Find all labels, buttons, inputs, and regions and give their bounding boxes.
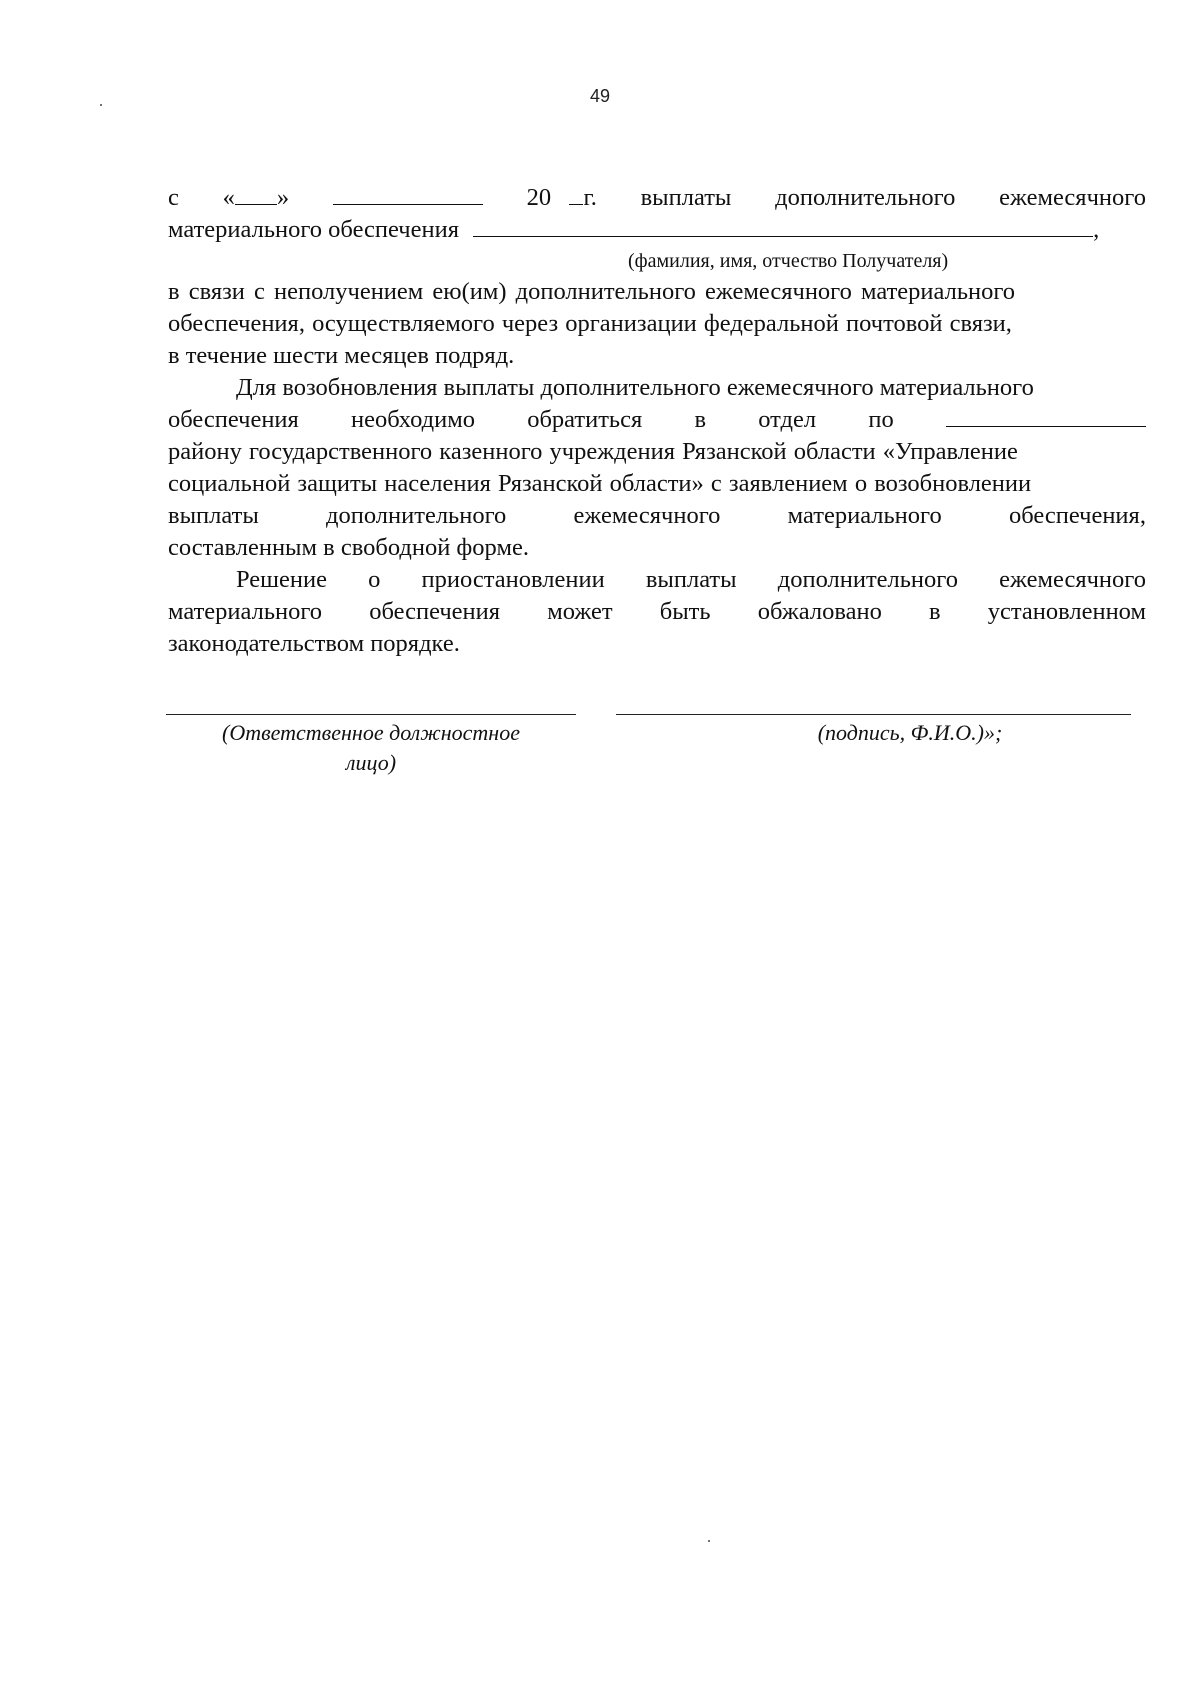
- recipient-line: материального обеспечения ,: [168, 216, 1100, 243]
- word-monthly: ежемесячного: [999, 184, 1146, 211]
- material-support-text: материального обеспечения: [168, 216, 459, 243]
- recipient-name-blank[interactable]: [473, 214, 1093, 237]
- signature-caption: (подпись, Ф.И.О.)»;: [817, 720, 1003, 745]
- date-line: [168, 182, 1146, 214]
- month-blank[interactable]: [333, 182, 483, 205]
- para3-line1: Решение о приостановлении выплаты дополнительного ежемесячного: [236, 566, 1146, 593]
- official-signature-line[interactable]: [166, 714, 576, 715]
- para1-line1: в связи с неполучением ею(им) дополнительного ежемесячного материального: [168, 278, 1016, 305]
- official-caption: (Ответственное должностное лицо): [222, 720, 520, 775]
- page-number: 49: [589, 86, 611, 106]
- year-field: 20 г.: [526, 184, 597, 211]
- para2-line4: социальной защиты населения Рязанской области» с заявлением о возобновлении: [168, 470, 1032, 497]
- para2-line3: району государственного казенного учреждения Рязанской области «Управление: [168, 438, 1018, 465]
- para2-line2: обеспечения необходимо обратиться в отдел по: [168, 404, 1146, 436]
- para2-line1: Для возобновления выплаты дополнительного ежемесячного материального: [236, 374, 1034, 401]
- department-blank[interactable]: [946, 404, 1146, 427]
- signature-name-line[interactable]: [616, 714, 1131, 715]
- recipient-caption: (фамилия, имя, отчество Получателя): [628, 250, 949, 272]
- date-prefix: с: [168, 184, 179, 211]
- word-payment: выплаты: [640, 184, 732, 211]
- para2-line5: выплаты дополнительного ежемесячного материального обеспечения,: [168, 502, 1146, 529]
- para1-line2: обеспечения, осуществляемого через организации федеральной почтовой связи,: [168, 310, 1012, 337]
- scan-speck: [708, 1540, 710, 1542]
- para1-line3: в течение шести месяцев подряд.: [168, 342, 515, 369]
- year-blank[interactable]: [569, 182, 583, 205]
- para2-line6: составленным в свободной форме.: [168, 534, 529, 561]
- para3-line2: материального обеспечения может быть обжаловано в установленном: [168, 598, 1146, 625]
- para3-line3: законодательством порядке.: [168, 630, 460, 657]
- word-additional: дополнительного: [775, 184, 956, 211]
- day-blank[interactable]: [235, 182, 277, 205]
- day-field[interactable]: « »: [222, 184, 290, 211]
